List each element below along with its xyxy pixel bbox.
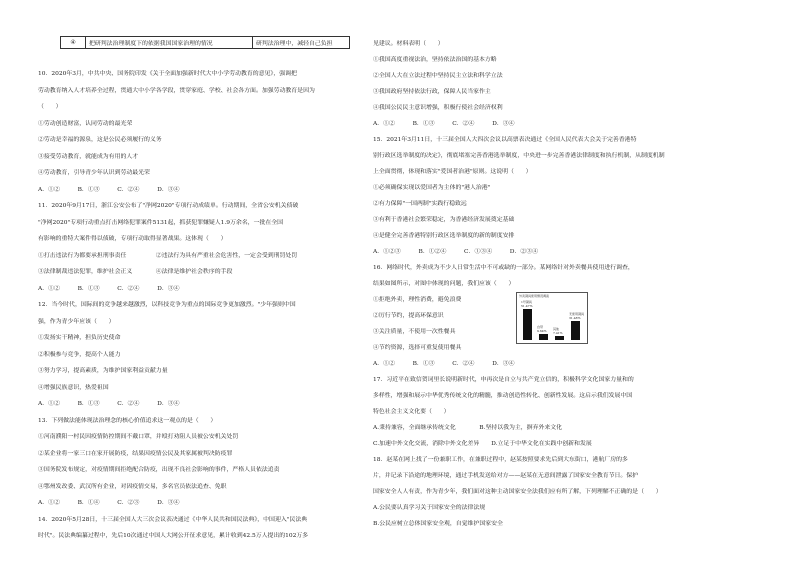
text-line: ②全国人大在立法过程中坚持民主立法和科学立法 <box>373 73 503 79</box>
text-line: B.公民应树立总体国家安全观，自觉维护国家安全 <box>373 521 503 527</box>
text-line: 16．网络时代，外卖成为不少人日常生活中不可或缺的一部分。某网络针对外卖餐具使用进行调查， <box>373 265 634 271</box>
text-line: A.秉持兼容，全面继承传统文化 B.坚持以我为主，摒弃外来文化 <box>373 425 563 431</box>
text-line: ①必须确保实现以爱国者为主体的"港人治港" <box>373 185 491 191</box>
text-line: ④节约资源，选择可重复使用餐具 <box>373 345 462 351</box>
text-line: 国家安全人人有责，作为青少年，我们面对这种主动国家安全法我们应有所了解，下列理解不正确的是（ ） <box>373 489 662 495</box>
text-line: ①河南濮阳一村民因疫情防控期间不戴口罩，并殴打劝阻人员被公安机关处罚 <box>38 434 239 440</box>
text-line: A．①② B．①③ C．②④ D．③④ <box>38 401 180 407</box>
text-line: ④是健全完善香港特别行政区选举制度的新的制度安排 <box>373 233 515 239</box>
text-line: 时代"。民法典编纂过程中，先后10次通过中国人大网公开征求意见，累计收到42.5万人提出的102万多 <box>38 533 309 539</box>
text-line: 多样性，增强和展示中华优秀传统文化的精髓，推动创造性转化、创新性发展。这启示我们发展中国 <box>373 393 633 399</box>
text-line: C.加速中外文化交流，消除中外文化差异 D.立足于中华文化在实践中创新和发展 <box>373 441 592 447</box>
text-line: ③关注质量，不使用一次性餐具 <box>373 329 456 335</box>
text-line: ③国务院发布规定，对疫情期间拒绝配合防疫，出现不良社会影响的事件，严格人员依法追责 <box>38 467 280 473</box>
text-line: ②某企业将一家三口在家开展防疫，结果因疫情公民及其家属被判决防疫罪 <box>38 450 233 457</box>
text-line: A．①② B．①③ C．②④ D．③④ <box>373 361 515 367</box>
text-line: ①劳动创造财富，认同劳动的最光荣 <box>38 120 133 127</box>
chart-bar <box>571 321 580 340</box>
row-effect: 研判法治理中，减轻自己负担 <box>253 37 350 49</box>
text-line: ②有力保障"一国两制"实践行稳致远 <box>373 201 467 207</box>
text-line: （ ） <box>38 104 62 110</box>
text-line: 13．下列做法能体现法治理念的核心价值追求这一观点的是（ ） <box>38 417 217 424</box>
text-line: ③我国政府坚持依法行政，保障人民当家作主 <box>373 89 491 95</box>
text-line: A．①② B．①③ C．②④ D．③④ <box>38 186 180 193</box>
text-line: ③努力学习，提高素质，为维护国家利益贡献力量 <box>38 368 168 374</box>
text-line: 14．2020年5月28日，十三届全国人大三次会议表决通过《中华人民共和国民法典》，中国迎入"民法典 <box>38 516 308 523</box>
text-line: 18．赵某在网上找了一份兼职工作，在兼职过程中，赵某按照要求先后到大东街口，港航厂房的多 <box>373 457 628 463</box>
text-line: 17．习近平在致信贺词里长说明新时代，申再次是自立与共产党立信的，积极科学文化国家力量和的 <box>373 377 634 383</box>
chart-bar <box>523 309 532 340</box>
text-line: ①打击违法行为都要承担刑事责任 ②违法行为具有严重社会危害性，一定会受到刑罚处罚 <box>38 252 298 259</box>
text-line: A．①② B．①③ C．②④ D．③④ <box>38 285 180 292</box>
text-line: "净网2020"专项行动重点打击网络犯罪案件5131起，抓获犯罪嫌疑人1.9万余名，一批在全国 <box>38 219 284 226</box>
text-line: ④鄂州发改委、武汉所有企业，对因疫情交易，多名官员依法追查、免职 <box>38 483 227 490</box>
text-line: 11．2020年9月17日，浙江公安公布了"净网2020"专项行动成绩单。行动期间，全省公安机关侦破 <box>38 203 299 209</box>
text-line: A.公民要认真学习关于国家安全的法律法规 <box>373 505 486 511</box>
text-line: ①发扬实干精神，担负历史使命 <box>38 335 121 341</box>
row-cause: 把研判法治理制度下的依据我国国家治理的情况 <box>86 37 253 49</box>
text-line: ④我国公民民主意识增强，积极行使社会经济权利 <box>373 105 503 111</box>
text-line: ③法律制裁违法犯罪，维护社会正义 ④法律是维护社会秩序的手段 <box>38 269 233 275</box>
chart-category-label: 其他 <box>553 326 560 331</box>
text-line: A．①② B．①④ C．②③ D．③④ <box>38 500 180 506</box>
chart-bar <box>539 334 548 340</box>
text-line: 劳动教育纳入人才培养全过程，贯通大中小学各学段，贯穿家庭、学校、社会各方面。加强劳动教育是因为 <box>38 87 315 94</box>
text-line: 15．2021年3月11日，十三届全国人大四次会议以高票表决通过《全国人民代表大会关于完善香港特 <box>373 137 637 143</box>
text-line: ②厉行节约，提高环保意识 <box>373 313 444 319</box>
chart-title: 外卖餐具使用情况调查 <box>519 294 550 298</box>
text-line: 有影响的重特大案件得以侦破，专项行动取得显著战果。这体现（ ） <box>38 236 227 242</box>
chart-category-label: 无使用餐具 <box>569 312 585 317</box>
survey-chart <box>516 292 588 344</box>
row-number: ④ <box>61 37 86 49</box>
chart-category-label: 1号餐具 <box>521 300 532 305</box>
table-row <box>61 37 350 49</box>
text-line: ①拒绝外卖，理性消费，避免浪费 <box>373 297 462 303</box>
text-line: ④增强民族意识，热爱祖国 <box>38 384 109 391</box>
chart-category-label: 自带 <box>537 325 544 330</box>
answer-table <box>60 36 350 49</box>
chart-bar <box>555 336 564 340</box>
text-line: 片，并记录下沿途的地理环境，通过手机发送给对方——赵某在无意间泄露了国家安全教育节日。保护 <box>373 473 639 479</box>
text-line: 见建议。材料表明（ ） <box>373 41 444 47</box>
text-line: 10．2020年3月，中共中央、国务院印发《关于全面加强新时代大中小学劳动教育的意见》，强调把 <box>38 71 297 77</box>
chart-value-label: 9.64% <box>537 329 547 334</box>
text-line: 结果如图所示，对图中体现的问题，我们应该（ ） <box>373 281 515 287</box>
text-line: 强，作为青少年应该（ ） <box>38 318 115 325</box>
text-line: A．①②③ B．①②④ C．①③④ D．②③④ <box>373 249 539 255</box>
text-line: ③接受劳动教育，就能成为有用的人才 <box>38 153 139 160</box>
text-line: ③有利于香港社会繁荣稳定，为香港经济发展奠定基础 <box>373 217 515 223</box>
chart-value-label: 31.48% <box>569 316 581 321</box>
text-line: A．①② B．①③ C．②④ D．③④ <box>373 121 515 127</box>
text-line: ②劳动是幸福的源泉，这是公民必须履行的义务 <box>38 137 162 143</box>
text-line: ②积极参与竞争，提高个人能力 <box>38 351 121 358</box>
text-line: ④劳动教育，引导青少年认识到劳动最光荣 <box>38 170 150 176</box>
text-line: ①我国高度重视法治，坚持依法治国的基本方略 <box>373 57 497 63</box>
text-line: 12．当今时代，国际间的竞争越来越激烈，以科技竞争为重点的国际竞争更加激烈。"少年强则中国 <box>38 302 296 308</box>
chart-value-label: 7.41% <box>553 330 563 335</box>
text-line: 特色社会主义文化要（ ） <box>373 409 450 415</box>
text-line: 上全面贯彻，体现和落实"爱国者治港"原则。这说明（ ） <box>373 169 532 175</box>
text-line: 别行政区选举制度的决定》，彻底堵塞完善香港选举制度，中央进一步完善香港法律制度和执行机制，从制度机制 <box>373 153 665 159</box>
chart-value-label: 51.47% <box>521 304 533 309</box>
